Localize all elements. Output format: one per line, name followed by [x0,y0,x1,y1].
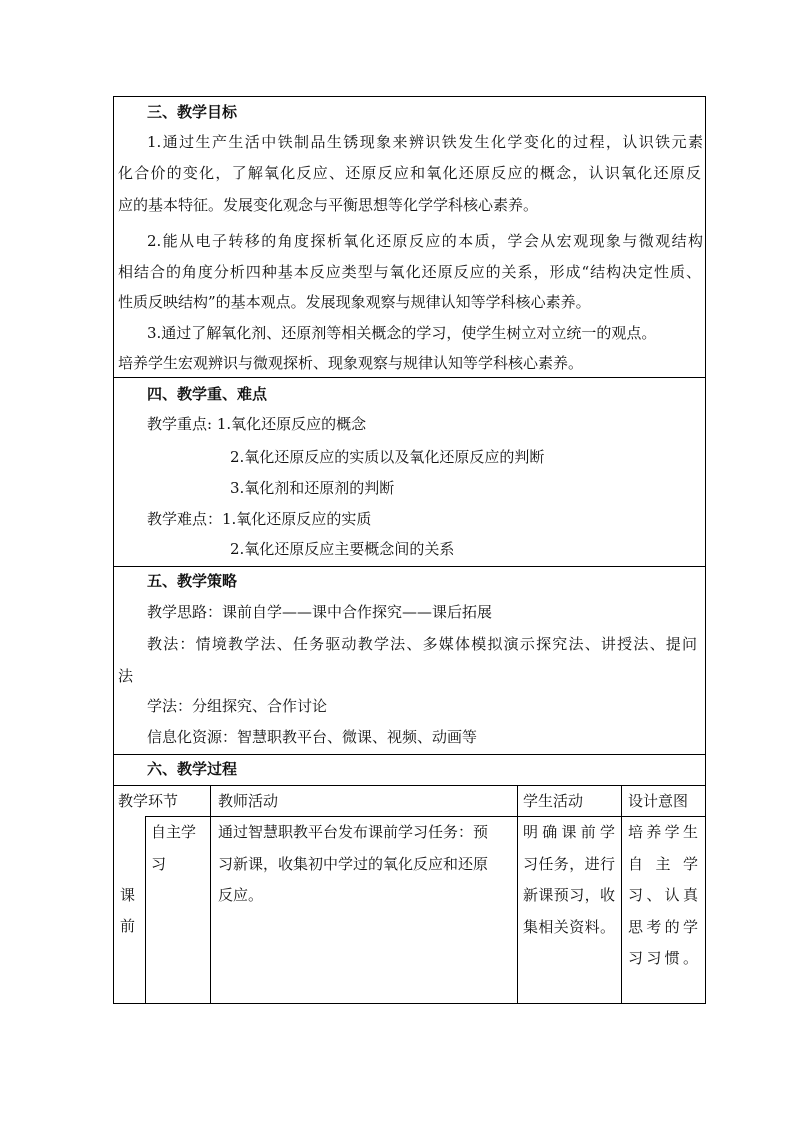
column-header: 设计意图 [628,792,689,810]
column-header: 教学环节 [118,792,179,810]
table-border [113,96,114,1004]
paragraph-line: 化合价的变化，了解氧化反应、还原反应和氧化还原反应的概念，认识氧化还原反 [118,164,701,182]
cell-line: 集相关资料。 [523,917,615,936]
paragraph-line: 教学难点：1.氧化还原反应的实质 [147,510,372,528]
divider [517,785,518,1003]
cell-line: 自主学 [151,823,197,841]
divider [145,816,146,1003]
cell-line: 习 [151,854,167,873]
column-header: 教师活动 [218,792,279,810]
paragraph-line: 3.氧化剂和还原剂的判断 [230,479,395,497]
divider [113,785,706,786]
cell-line: 习任务，进行 [523,854,615,873]
stage-label: 课 [120,886,136,904]
cell-line: 明确课前学 [523,823,615,841]
paragraph-line: 1.通过生产生活中铁制品生锈现象来辨识铁发生化学变化的过程，认识铁元素 [147,133,703,151]
paragraph-line: 教法：情境教学法、任务驱动教学法、多媒体模拟演示探究法、讲授法、提问 [147,635,697,653]
paragraph-line: 2.氧化还原反应主要概念间的关系 [230,540,455,558]
table-border [705,96,706,1004]
stage-label: 前 [120,917,136,935]
cell-line: 新课预习，收 [523,886,615,904]
divider [113,377,706,378]
cell-line: 思考的学 [628,917,698,936]
paragraph-line: 法 [118,667,134,685]
paragraph-line: 教学重点: 1.氧化还原反应的概念 [147,415,367,433]
table-border [113,1003,706,1004]
paragraph-line: 应的基本特征。发展变化观念与平衡思想等化学学科核心素养。 [118,196,539,214]
column-header: 学生活动 [523,792,584,810]
paragraph-line: 教学思路：课前自学——课中合作探究——课后拓展 [147,603,493,621]
cell-line: 自主学 [628,854,698,873]
section-title: 三、教学目标 [147,103,238,121]
divider [113,566,706,567]
paragraph-line: 3.通过了解氧化剂、还原剂等相关概念的学习，使学生树立对立统一的观点。 [147,324,657,342]
cell-line: 习新课，收集初中学过的氧化反应和还原 [218,854,489,873]
divider [113,754,706,755]
cell-line: 通过智慧职教平台发布课前学习任务：预 [218,823,489,841]
paragraph-line: 相结合的角度分析四种基本反应类型与氧化还原反应的关系，形成“结构决定性质、 [118,263,701,281]
section-title: 四、教学重、难点 [147,385,268,403]
cell-line: 习、认真 [628,886,698,904]
divider [210,785,211,1003]
section-title: 五、教学策略 [147,572,238,590]
cell-line: 习习惯。 [628,949,698,967]
paragraph-line: 2.氧化还原反应的实质以及氧化还原反应的判断 [230,448,545,466]
paragraph-line: 学法：分组探究、合作讨论 [147,697,328,715]
paragraph-line: 性质反映结构”的基本观点。发展现象观察与规律认知等学科核心素养。 [118,293,591,311]
paragraph-line: 2.能从电子转移的角度探析氧化还原反应的本质，学会从宏观现象与微观结构 [147,232,703,250]
table-border [113,96,706,97]
paragraph-line: 培养学生宏观辨识与微观探析、现象观察与规律认知等学科核心素养。 [118,354,584,372]
cell-line: 培养学生 [628,823,698,841]
cell-line: 反应。 [218,886,264,904]
section-title: 六、教学过程 [147,760,238,778]
divider [621,785,622,1003]
paragraph-line: 信息化资源：智慧职教平台、微课、视频、动画等 [147,728,478,746]
